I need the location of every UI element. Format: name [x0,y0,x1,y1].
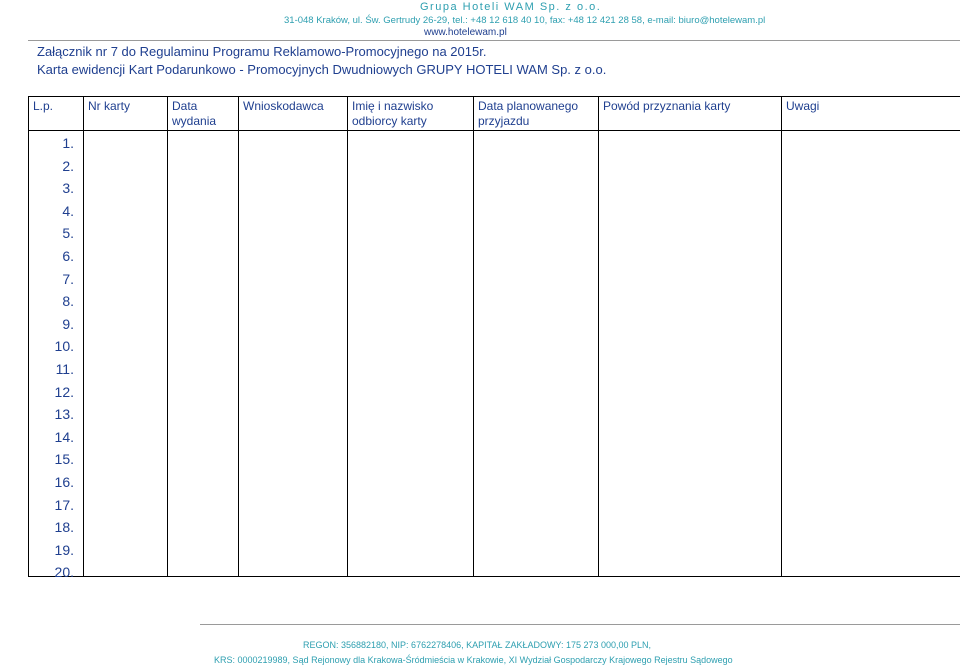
column-header-remarks: Uwagi [782,97,960,131]
row-number: 10. [54,338,74,355]
reason-cell[interactable] [599,131,782,577]
row-number: 16. [54,473,74,490]
column-header-issue-date: Data wydania [168,97,239,131]
row-number: 15. [54,451,74,468]
issue-date-cell[interactable] [168,131,239,577]
footer-court-registry: KRS: 0000219989, Sąd Rejonowy dla Krakowa-Śródmieścia w Krakowie, XI Wydział Gospodarczy Krajowego Rejestru Sądowego [214,655,733,665]
column-header-planned-arrival: Data planowanego przyjazdu [474,97,599,131]
row-number: 7. [62,270,74,287]
column-header-lp: L.p. [29,97,84,131]
remarks-cell[interactable] [782,131,960,577]
row-number: 12. [54,383,74,400]
card-register-table [28,96,960,581]
row-number: 18. [54,519,74,536]
planned-arrival-cell[interactable] [474,131,599,577]
row-number: 19. [54,541,74,558]
company-contact: 31-048 Kraków, ul. Św. Gertrudy 26-29, tel.: +48 12 618 40 10, fax: +48 12 421 28 58, e-mail: biuro@hotelewam.pl [284,15,766,26]
lp-cell [29,131,84,581]
applicant-cell[interactable] [239,131,348,577]
row-number: 5. [62,225,74,242]
row-number: 13. [54,406,74,423]
column-header-reason: Powód przyznania karty [599,97,782,131]
row-number: 20. [54,564,74,581]
row-number: 3. [62,180,74,197]
row-number: 8. [62,293,74,310]
column-header-recipient-name: Imię i nazwisko odbiorcy karty [348,97,474,131]
row-number: 1. [62,135,74,151]
recipient-name-cell[interactable] [348,131,474,577]
row-number: 9. [62,315,74,332]
footer-divider [200,624,960,625]
company-name: Grupa Hoteli WAM Sp. z o.o. [420,1,602,13]
footer-registration: REGON: 356882180, NIP: 6762278406, KAPITAŁ ZAKŁADOWY: 175 273 000,00 PLN, [303,640,652,650]
row-number: 6. [62,247,74,264]
row-number: 4. [62,202,74,219]
card-number-cell[interactable] [84,131,168,577]
row-number: 17. [54,496,74,513]
column-header-applicant: Wnioskodawca [239,97,348,131]
column-header-card-number: Nr karty [84,97,168,131]
row-number-list [29,97,74,584]
row-number: 11. [55,360,74,377]
row-number: 14. [54,428,74,445]
document-title-line1: Załącznik nr 7 do Regulaminu Programu Reklamowo-Promocyjnego na 2015r. [37,44,487,59]
document-title-line2: Karta ewidencji Kart Podarunkowo - Promocyjnych Dwudniowych GRUPY HOTELI WAM Sp. z o.o. [37,62,607,77]
company-website[interactable]: www.hotelewam.pl [424,27,507,38]
header-divider [28,40,960,41]
row-number: 2. [62,157,74,174]
